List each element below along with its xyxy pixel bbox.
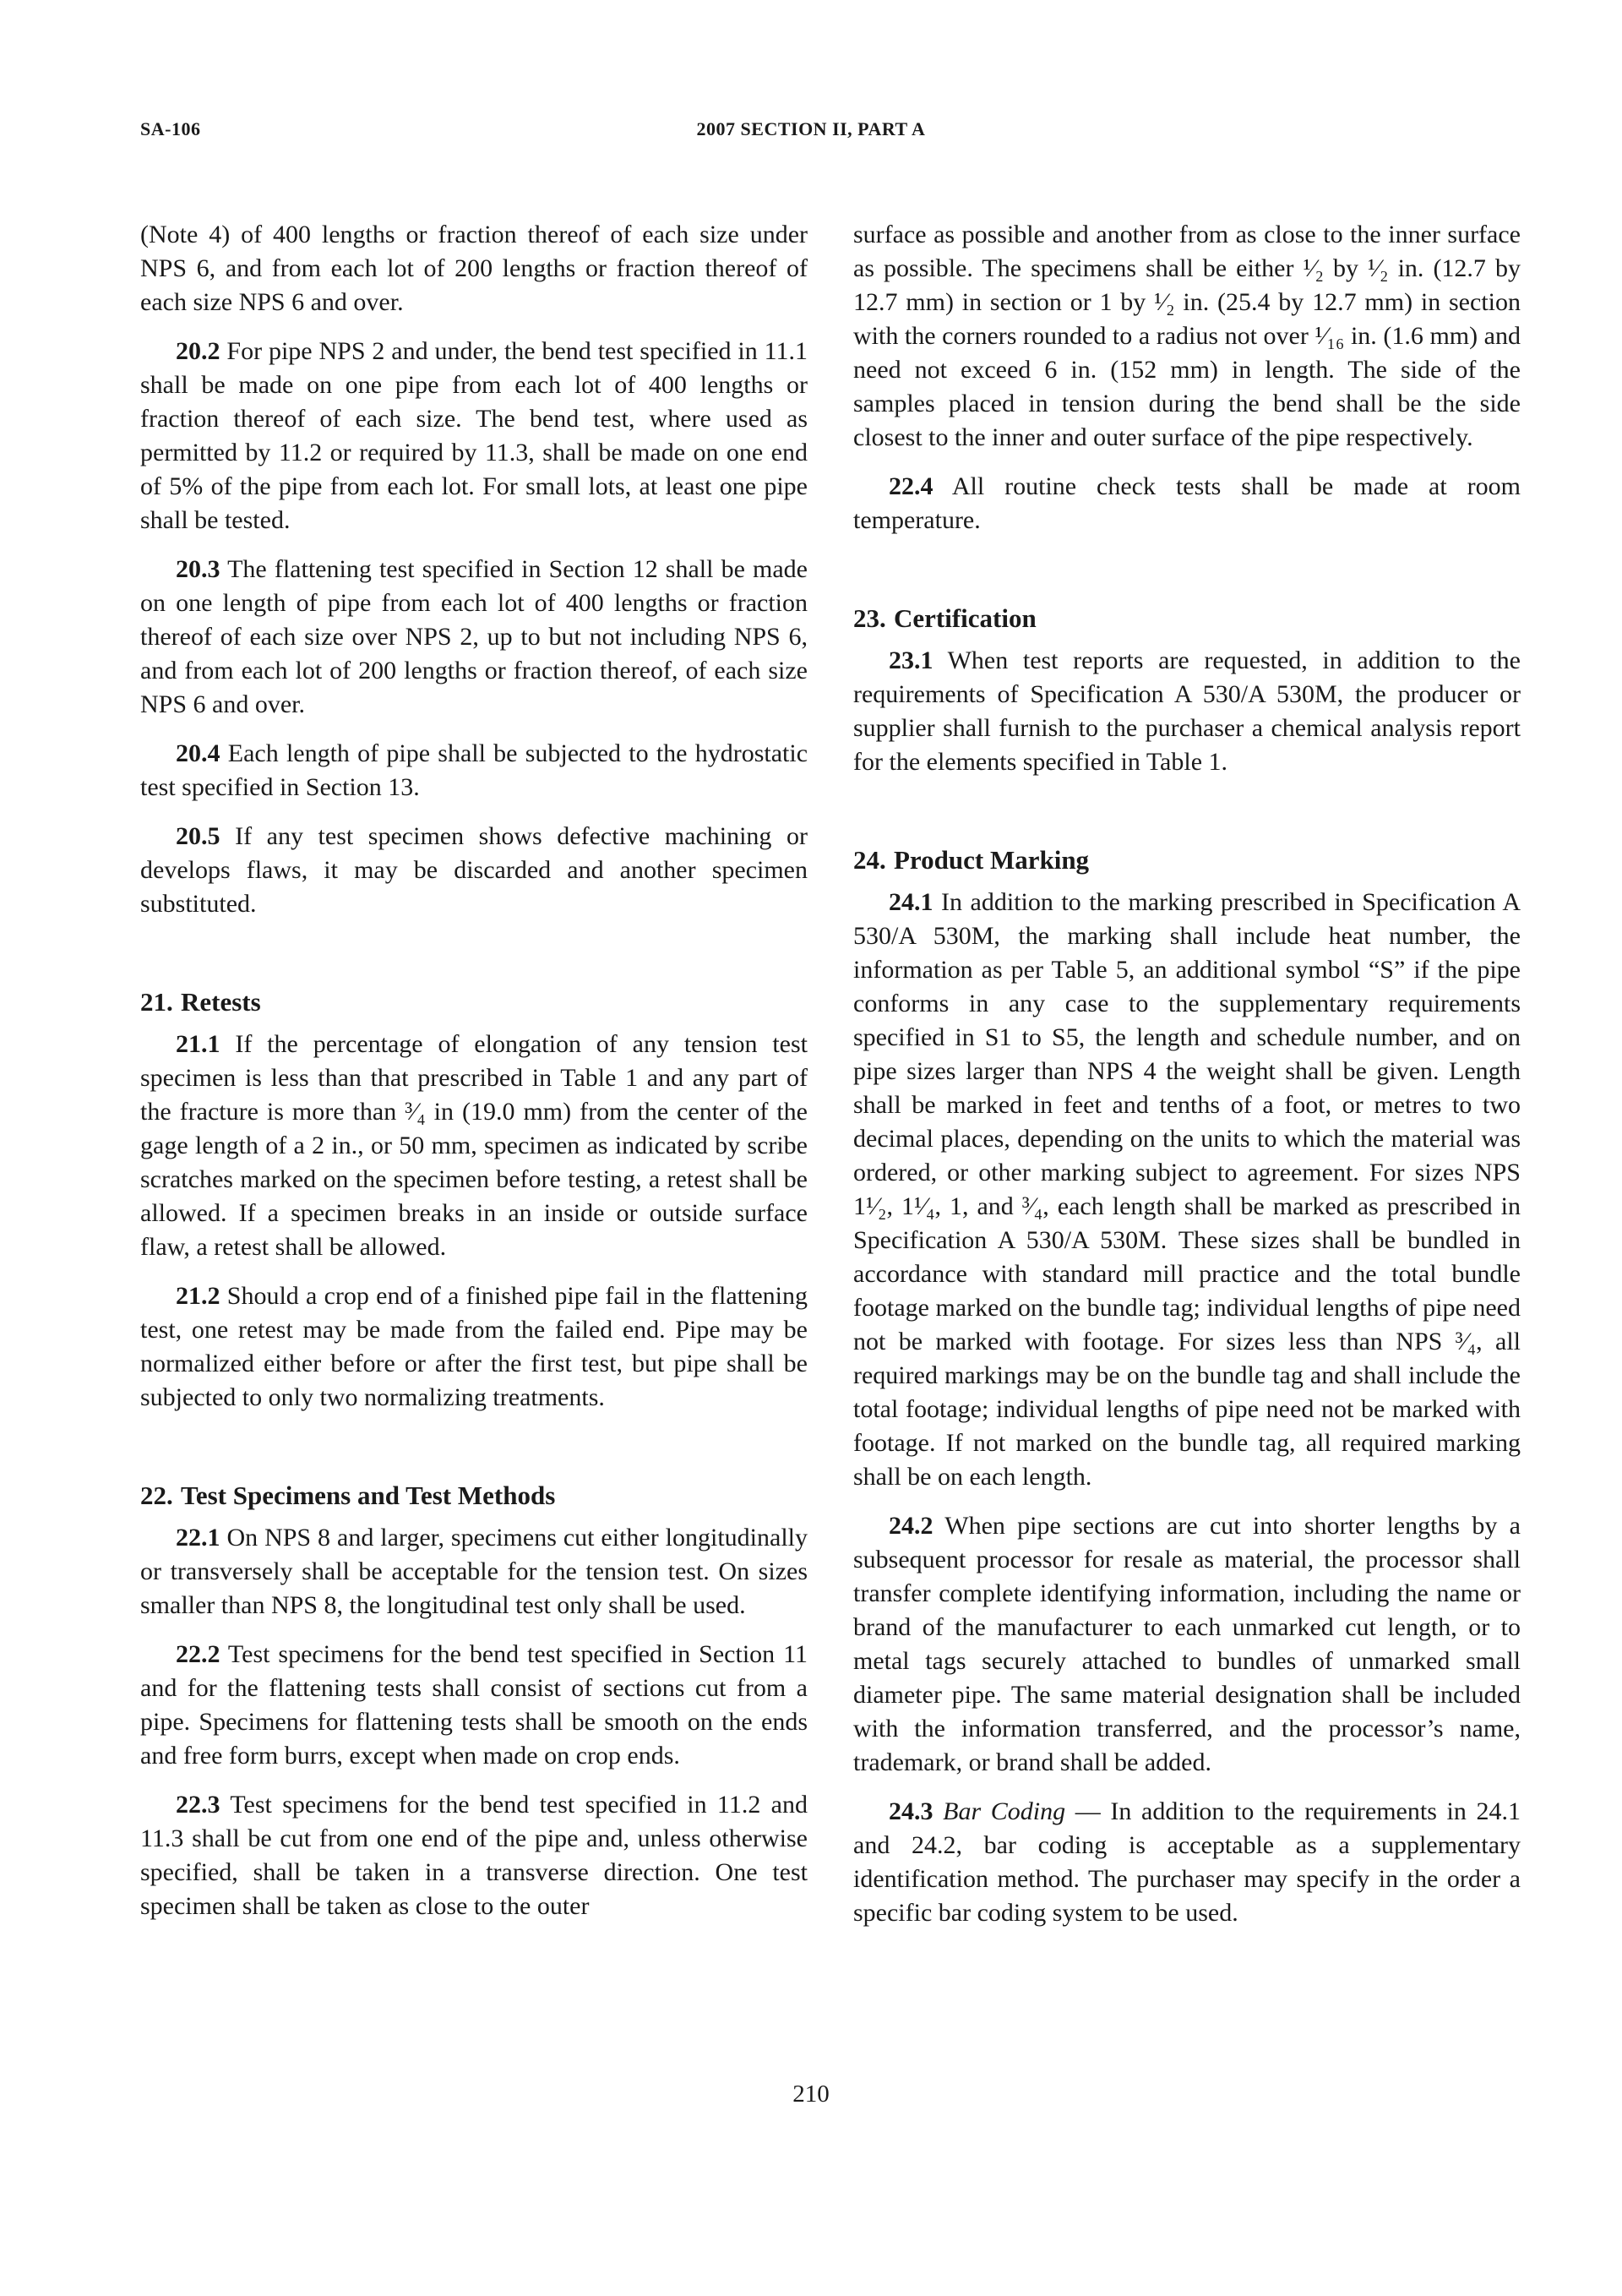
paragraph-24-2: 24.2 When pipe sections are cut into shorter lengths by a subsequent processor for resale as material, the processor shall transfer complete identifying information, including the name or brand of the manufacturer to each unmarked cut length, or to metal tags securely attached to bundles of unmarked small diameter pipe. The same material designation shall be included with the information transferred, and the processor’s name, trademark, or brand shall be added. [853, 1512, 1521, 1776]
paragraph-24-1: 24.1 In addition to the marking prescribed in Specification A 530/A 530M, the marking shall include heat number, the information as per Table 5, an additional symbol “S” if the pipe conforms in any case to the supplementary requirements specified in S1 to S5, the length and schedule number, and on pipe sizes larger than NPS 4 the weight shall be given. Length shall be marked in feet and tenths of a foot, or metres to two decimal places, depending on the units to which the material was ordered, or other marking subject to agreement. For sizes NPS 1¹⁄₂, 1¹⁄₄, 1, and ³⁄₄, each length shall be marked as prescribed in Specification A 530/A 530M. These sizes shall be bundled in accordance with standard mill practice and the total bundle footage marked on the bundle tag; individual lengths of pipe need not be marked with footage. For sizes less than NPS ³⁄₄, all required markings may be on the bundle tag and shall include the total footage; individual lengths of pipe need not be marked with footage. If not marked on the bundle tag, all required marking shall be on each length. [853, 888, 1521, 1491]
section-heading-product-marking: 24. Product Marking [853, 845, 1090, 875]
paragraph-22-3: 22.3 Test specimens for the bend test specified in 11.2 and 11.3 shall be cut from one end of the pipe and, unless otherwise specified, shall be taken in a transverse direction. One test specimen shall be taken as close to the outer [140, 1791, 808, 1920]
header-section-title: 2007 SECTION II, PART A [696, 118, 926, 139]
paragraph-21-2: 21.2 Should a crop end of a finished pipe fail in the flattening test, one retest may be made from the failed end. Pipe may be normalized either before or after the first test, but pipe shall be subjected to only two normalizing treatments. [140, 1282, 808, 1411]
paragraph-20-2: 20.2 For pipe NPS 2 and under, the bend test specified in 11.1 shall be made on one pipe from each lot of 400 lengths or fraction thereof of each size. The bend test, where used as permitted by 11.2 or required by 11.3, shall be made on one end of 5% of the pipe from each lot. For small lots, at least one pipe shall be tested. [140, 337, 808, 534]
section-heading-test-specimens: 22. Test Specimens and Test Methods [140, 1481, 556, 1510]
section-heading-certification: 23. Certification [853, 603, 1037, 633]
paragraph-22-1: 22.1 On NPS 8 and larger, specimens cut either longitudinally or transversely shall be acceptable for the tension test. On sizes smaller than NPS 8, the longitudinal test only shall be used. [140, 1524, 808, 1619]
paragraph-22-4: 22.4 All routine check tests shall be made at room temperature. [853, 472, 1521, 534]
paragraph-20-3: 20.3 The flattening test specified in Section 12 shall be made on one length of pipe from each lot of 400 lengths or fraction thereof of each size over NPS 2, up to but not including NPS 6, and from each lot of 200 lengths or fraction thereof, of each size NPS 6 and over. [140, 555, 808, 718]
section-heading-retests: 21. Retests [140, 987, 261, 1017]
left-column [140, 218, 808, 1939]
right-column [853, 218, 1521, 1945]
paragraph-20-4: 20.4 Each length of pipe shall be subjected to the hydrostatic test specified in Section 13. [140, 739, 808, 801]
paragraph-23-1: 23.1 When test reports are requested, in addition to the requirements of Specification A 530/A 530M, the producer or supplier shall furnish to the purchaser a chemical analysis report for the elements specified in Table 1. [853, 646, 1521, 776]
paragraph-22-3-continued: surface as possible and another from as close to the inner surface as possible. The specimens shall be either ¹⁄₂ by ¹⁄₂ in. (12.7 by 12.7 mm) in section or 1 by ¹⁄₂ in. (25.4 by 12.7 mm) in section with the corners rounded to a radius not over ¹⁄₁₆ in. (1.6 mm) and need not exceed 6 in. (152 mm) in length. The side of the samples placed in tension during the bend shall be the side closest to the inner and outer surface of the pipe respectively. [853, 221, 1521, 451]
paragraph-22-2: 22.2 Test specimens for the bend test specified in Section 11 and for the flattening tests shall consist of sections cut from a pipe. Specimens for flattening tests shall be smooth on the ends and free form burrs, except when made on crop ends. [140, 1640, 808, 1770]
paragraph-24-3: 24.3 Bar Coding — In addition to the requirements in 24.1 and 24.2, bar coding is acceptable as a supplementary identification method. The purchaser may specify in the order a specific bar coding system to be used. [853, 1797, 1521, 1927]
bar-coding-title: Bar Coding [943, 1797, 1066, 1825]
paragraph-20-5: 20.5 If any test specimen shows defective machining or develops flaws, it may be discarded and another specimen substituted. [140, 822, 808, 918]
paragraph-20-1-continued: (Note 4) of 400 lengths or fraction thereof of each size under NPS 6, and from each lot of 200 lengths or fraction thereof of each size NPS 6 and over. [140, 221, 808, 316]
paragraph-21-1: 21.1 If the percentage of elongation of any tension test specimen is less than that prescribed in Table 1 and any part of the fracture is more than ³⁄₄ in (19.0 mm) from the center of the gage length of a 2 in., or 50 mm, specimen as indicated by scribe scratches marked on the specimen before testing, a retest shall be allowed. If a specimen breaks in an inside or outside surface flaw, a retest shall be allowed. [140, 1030, 808, 1261]
header-doc-code: SA-106 [140, 118, 201, 139]
page-number: 210 [792, 2081, 830, 2108]
